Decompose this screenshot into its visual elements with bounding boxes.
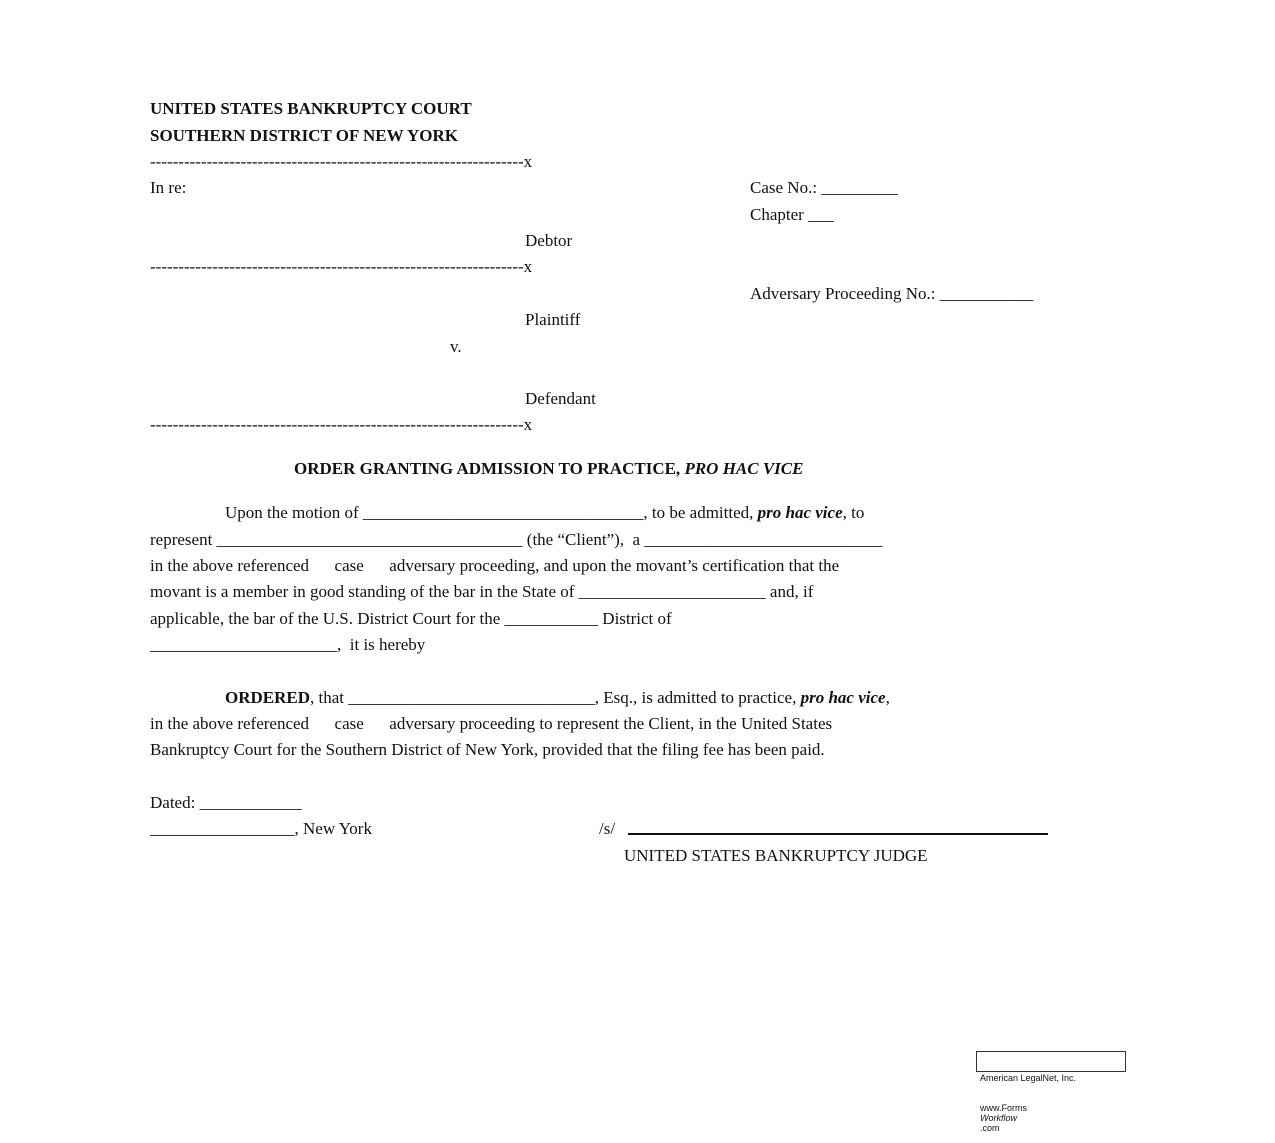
chapter-field: Chapter ___: [750, 205, 834, 224]
para1-line5: applicable, the bar of the U.S. District Court for the ___________ District of: [150, 609, 672, 628]
judge-title: UNITED STATES BANKRUPTCY JUDGE: [624, 846, 928, 865]
court-name: UNITED STATES BANKRUPTCY COURT: [150, 99, 472, 118]
para2-line1-end: ,: [885, 688, 890, 707]
plaintiff-label: Plaintiff: [525, 310, 581, 329]
pro-hac-vice-emphasis: pro hac vice: [757, 503, 843, 522]
para2-line2: in the above referenced case adversary proceeding to represent the Client, in the United States: [150, 714, 833, 733]
pro-hac-vice-emphasis-2: pro hac vice: [800, 688, 886, 707]
para1-line1: [225, 503, 864, 523]
caption-divider-middle: ------------------------------------------------------------------x: [150, 257, 533, 276]
case-number-field: Case No.: _________: [750, 178, 898, 197]
order-title: [294, 459, 803, 479]
defendant-label: Defendant: [525, 389, 596, 408]
para1-line3: in the above referenced case adversary proceeding, and upon the movant’s certification that the: [150, 556, 840, 575]
logo-line1: American LegalNet, Inc.: [980, 1073, 1077, 1083]
signature-mark: /s/: [599, 819, 616, 838]
location-field: _________________, New York: [150, 819, 372, 838]
in-re-label: In re:: [150, 178, 187, 197]
order-title-italic: PRO HAC VICE: [684, 459, 804, 478]
para1-line1-end: , to: [842, 503, 865, 522]
para1-line6: ______________________, it is hereby: [150, 635, 426, 654]
para2-line1: [225, 688, 890, 708]
para1-line4: movant is a member in good standing of the bar in the State of ______________________ and, if: [150, 582, 814, 601]
dated-field: Dated: ____________: [150, 793, 302, 812]
versus-label: v.: [450, 337, 462, 356]
adversary-proceeding-field: Adversary Proceeding No.: ___________: [750, 284, 1034, 303]
judge-signature-line: [628, 833, 1048, 835]
logo-line2-prefix: www.Forms: [980, 1103, 1027, 1113]
para2-line3: Bankruptcy Court for the Southern District of New York, provided that the filing fee has been paid.: [150, 740, 825, 759]
para2-line1-text: , that _____________________________, Esq., is admitted to practice,: [310, 688, 801, 707]
logo-line2-suffix: .com: [980, 1123, 1000, 1133]
logo-line2-workflow: Workflow: [980, 1113, 1018, 1123]
order-title-main: ORDER GRANTING ADMISSION TO PRACTICE,: [294, 459, 685, 478]
caption-divider-bottom: ------------------------------------------------------------------x: [150, 415, 533, 434]
caption-divider-top: ------------------------------------------------------------------x: [150, 152, 533, 171]
para1-line2: represent ____________________________________ (the “Client”), a ____________________________: [150, 530, 883, 549]
debtor-label: Debtor: [525, 231, 573, 250]
logo-line2: [980, 1103, 1125, 1133]
american-legalnet-logo: [976, 1051, 1126, 1133]
ordered-emphasis: ORDERED: [225, 688, 311, 707]
district-name: SOUTHERN DISTRICT OF NEW YORK: [150, 126, 458, 145]
para1-line1-text: Upon the motion of _________________________________, to be admitted,: [225, 503, 758, 522]
